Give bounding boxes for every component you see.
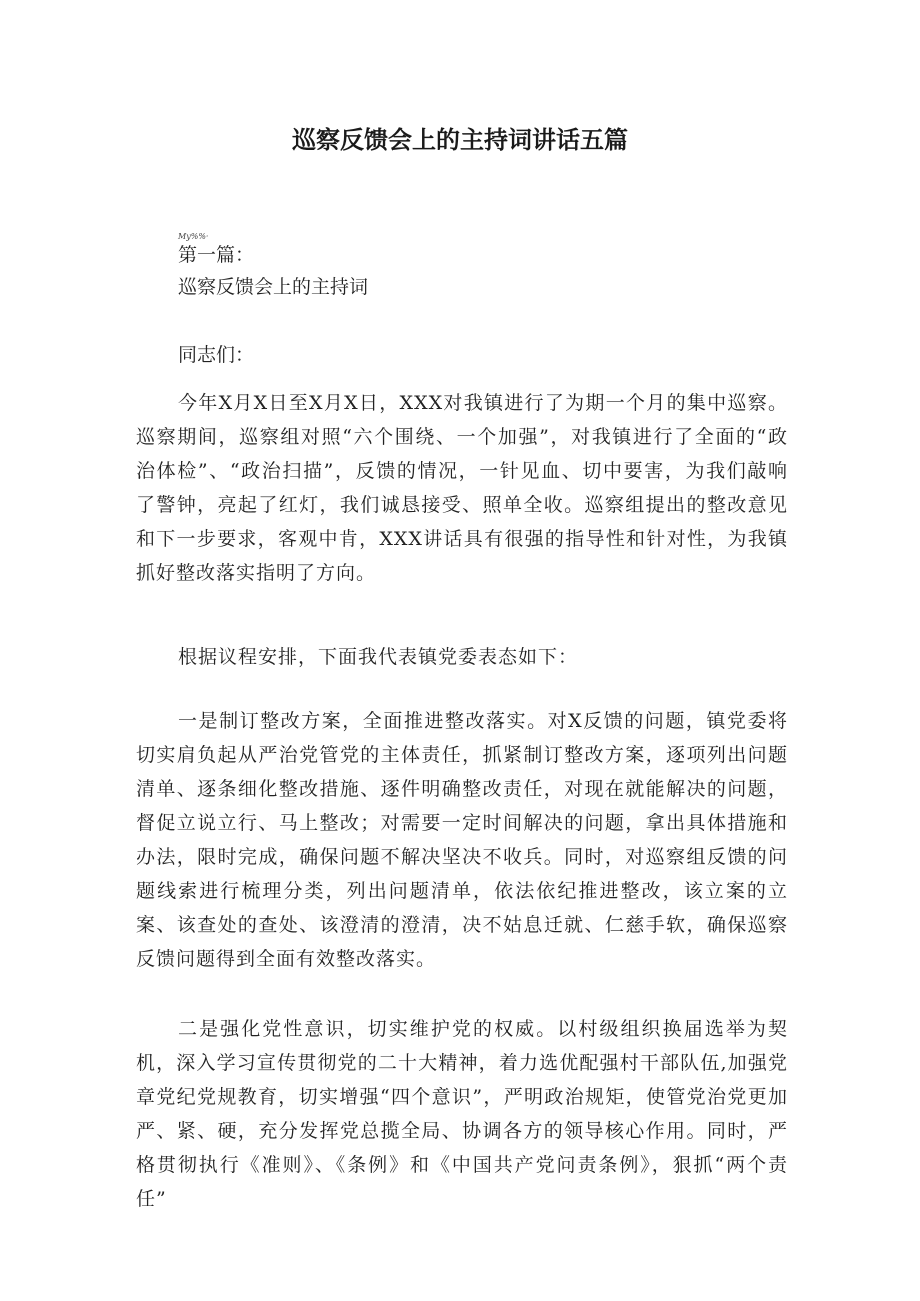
paragraph-1: 今年X月X日至X月X日，XXX对我镇进行了为期一个月的集中巡察。巡察期间，巡察组对照“六个围绕、一个加强”，对我镇进行了全面的“政治体检”、“政治扫描”，反馈的情况，一针见血、切中要害，为我们敲响了警钟，亮起了红灯，我们诚恳接受、照单全收。巡察组提出的整改意见和下一步要求，客观中肯，XXX讲话具有很强的指导性和针对性，为我镇抓好整改落实指明了方向。 [136, 392, 788, 584]
document-title: 巡察反馈会上的主持词讲话五篇 [292, 126, 628, 154]
salutation: 同志们： [178, 344, 255, 366]
paragraph-2: 根据议程安排，下面我代表镇党委表态如下： [178, 646, 579, 668]
part-label: 第一篇： [178, 244, 255, 266]
paragraph-4: 二是强化党性意识，切实维护党的权威。以村级组织换届选举为契机，深入学习宣传贯彻党的二十大精神，着力选优配强村干部队伍,加强党章党纪党规教育，切实增强“四个意识”，严明政治规矩，使管党治党更加严、紧、硬，充分发挥党总揽全局、协调各方的领导核心作用。同时，严格贯彻执行《准则》、《条例》和《中国共产党问责条例》，狠抓“两个责任” [136, 1018, 788, 1210]
paragraph-3: 一是制订整改方案，全面推进整改落实。对X反馈的问题，镇党委将切实肩负起从严治党管党的主体责任，抓紧制订整改方案，逐项列出问题清单、逐条细化整改措施、逐件明确整改责任，对现在就能解决的问题，督促立说立行、马上整改；对需要一定时间解决的问题，拿出具体措施和办法，限时完成，确保问题不解决坚决不收兵。同时，对巡察组反馈的问题线索进行梳理分类，列出问题清单，依法依纪推进整改，该立案的立案、该查处的查处、该澄清的澄清，决不姑息迁就、仁慈手软，确保巡察反馈问题得到全面有效整改落实。 [136, 710, 788, 970]
part-title: 巡察反馈会上的主持词 [178, 276, 369, 298]
small-mark: My%%· [178, 232, 209, 241]
